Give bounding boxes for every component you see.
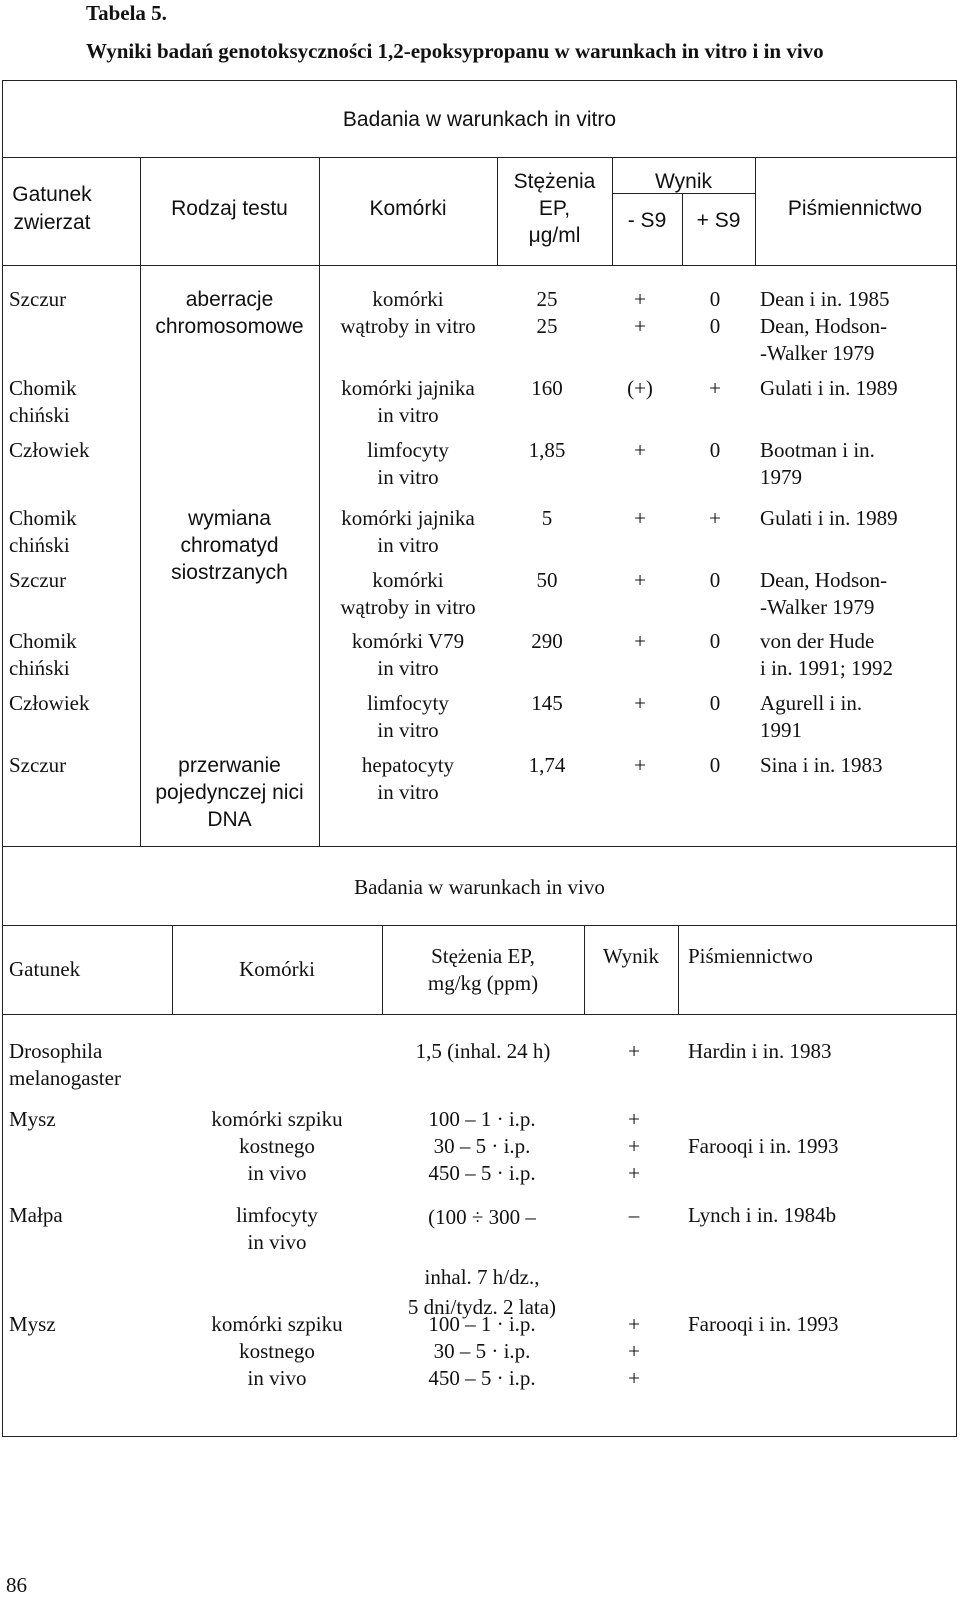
- invitro-row1-plus: 0 0: [709, 287, 721, 338]
- invitro-row6-plus: 0: [709, 629, 721, 653]
- invivo-header-cells: Komórki: [239, 957, 315, 981]
- invitro-section-title: Badania w warunkach in vitro: [342, 108, 617, 131]
- invitro-row2-conc: 160: [531, 376, 563, 400]
- invivo-row3-cells: limfocyty in vivo: [236, 1203, 318, 1254]
- invivo-row2-cells: komórki szpiku kostnego in vivo: [211, 1107, 343, 1185]
- invivo-row4-cells: komórki szpiku kostnego in vivo: [211, 1312, 343, 1390]
- invitro-row4-test: wymiana chromatyd siostrzanych: [171, 507, 288, 584]
- invitro-row8-plus: 0: [709, 753, 721, 777]
- rule-invivo-title: [2, 925, 957, 926]
- invitro-row5-conc: 50: [536, 568, 558, 592]
- header-species: Gatunek zwierzat: [12, 183, 92, 234]
- rule-invivo-header: [2, 1014, 957, 1015]
- invivo-row2-conc: 100 – 1 · i.p. 30 – 5 · i.p. 450 – 5 · i.p.: [428, 1107, 536, 1185]
- vrule-invitro-1: [140, 157, 141, 846]
- header-plus-s9: + S9: [696, 209, 741, 232]
- rule-invitro-title: [2, 157, 957, 158]
- invitro-row3-plus: 0: [709, 438, 721, 462]
- invitro-row8-ref: Sina i in. 1983: [760, 753, 883, 777]
- invitro-row5-plus: 0: [709, 568, 721, 592]
- invitro-row8-test: przerwanie pojedynczej nici DNA: [155, 754, 304, 831]
- invitro-row7-minus: +: [634, 691, 646, 715]
- invitro-row7-plus: 0: [709, 691, 721, 715]
- page-number: 86: [6, 1573, 27, 1597]
- invitro-row4-minus: +: [634, 506, 646, 530]
- rule-invitro-header: [2, 265, 957, 266]
- invivo-row1-result: +: [628, 1039, 640, 1063]
- invitro-row1-conc: 25 25: [536, 287, 558, 338]
- invivo-row1-conc: 1,5 (inhal. 24 h): [415, 1039, 551, 1063]
- invitro-row3-conc: 1,85: [528, 438, 566, 462]
- invitro-row2-plus: +: [709, 376, 721, 400]
- invitro-row3-minus: +: [634, 438, 646, 462]
- invivo-row1-species: Drosophila melanogaster: [9, 1039, 121, 1090]
- header-minus-s9: - S9: [627, 209, 667, 232]
- invitro-row2-minus: (+): [627, 376, 653, 400]
- invivo-row3-conc: (100 ÷ 300 – inhal. 7 h/dz., 5 dni/tydz. 2 lata): [407, 1205, 557, 1319]
- table-label: Tabela 5.: [86, 1, 167, 25]
- invitro-row3-cells: limfocyty in vitro: [367, 438, 449, 489]
- invitro-row6-minus: +: [634, 629, 646, 653]
- invitro-row1-ref: Dean i in. 1985 Dean, Hodson- -Walker 1979: [760, 287, 890, 365]
- invitro-row6-species: Chomik chiński: [9, 629, 77, 680]
- invivo-row2-result: + + +: [628, 1107, 640, 1185]
- invivo-row2-species: Mysz: [9, 1107, 56, 1131]
- invitro-row4-cells: komórki jajnika in vitro: [341, 506, 475, 557]
- invitro-row4-conc: 5: [541, 506, 553, 530]
- invitro-row7-conc: 145: [531, 691, 563, 715]
- invitro-row4-ref: Gulati i in. 1989: [760, 506, 898, 530]
- invitro-row5-cells: komórki wątroby in vitro: [340, 568, 476, 619]
- header-test: Rodzaj testu: [171, 197, 288, 220]
- invitro-row5-ref: Dean, Hodson- -Walker 1979: [760, 568, 888, 619]
- invitro-row8-conc: 1,74: [528, 753, 566, 777]
- invivo-row1-ref: Hardin i in. 1983: [688, 1039, 832, 1063]
- invitro-row1-species: Szczur: [9, 287, 67, 311]
- invivo-row3-ref: Lynch i in. 1984b: [688, 1203, 837, 1227]
- invivo-row4-result: + + +: [628, 1312, 640, 1390]
- header-refs: Piśmiennictwo: [787, 197, 923, 220]
- invitro-row8-cells: hepatocyty in vitro: [361, 753, 455, 804]
- invivo-section-title: Badania w warunkach in vivo: [354, 875, 605, 899]
- invitro-row7-ref: Agurell i in. 1991: [760, 691, 863, 742]
- invivo-header-result: Wynik: [603, 944, 659, 968]
- invivo-row3-species: Małpa: [9, 1203, 63, 1227]
- invivo-row4-conc: 100 – 1 · i.p. 30 – 5 · i.p. 450 – 5 · i.p.: [428, 1312, 536, 1390]
- invitro-row3-species: Człowiek: [9, 438, 90, 462]
- invitro-row1-test: aberracje chromosomowe: [155, 288, 304, 338]
- invitro-row2-species: Chomik chiński: [9, 376, 77, 427]
- invitro-row6-cells: komórki V79 in vitro: [351, 629, 465, 680]
- invivo-row3-result: –: [628, 1203, 640, 1227]
- vrule-invivo-4: [678, 925, 679, 1014]
- invitro-row6-conc: 290: [531, 629, 563, 653]
- invitro-row1-minus: + +: [634, 287, 646, 338]
- invitro-row7-cells: limfocyty in vitro: [367, 691, 449, 742]
- header-conc: Stężenia EP, μg/ml: [513, 170, 596, 247]
- invitro-row1-cells: komórki wątroby in vitro: [340, 287, 476, 338]
- invitro-row7-species: Człowiek: [9, 691, 90, 715]
- invivo-header-conc: Stężenia EP, mg/kg (ppm): [427, 944, 539, 995]
- invitro-row2-cells: komórki jajnika in vitro: [341, 376, 475, 427]
- invivo-row4-species: Mysz: [9, 1312, 56, 1336]
- invitro-row4-species: Chomik chiński: [9, 506, 77, 557]
- invitro-row3-ref: Bootman i in. 1979: [760, 438, 875, 489]
- invitro-row6-ref: von der Hude i in. 1991; 1992: [760, 629, 894, 680]
- invitro-row8-species: Szczur: [9, 753, 67, 777]
- invitro-row8-minus: +: [634, 753, 646, 777]
- invitro-row4-plus: +: [709, 506, 721, 530]
- header-result: Wynik: [655, 170, 712, 193]
- invitro-row2-ref: Gulati i in. 1989: [760, 376, 898, 400]
- table-title: Wyniki badań genotoksyczności 1,2-epoksypropanu w warunkach in vitro i in vivo: [86, 39, 824, 63]
- invivo-header-species: Gatunek: [9, 957, 81, 981]
- header-cells: Komórki: [369, 197, 447, 220]
- invivo-row4-ref: Farooqi i in. 1993: [688, 1312, 839, 1336]
- invivo-header-refs: Piśmiennictwo: [688, 944, 813, 968]
- invitro-row5-minus: +: [634, 568, 646, 592]
- rule-invitro-end: [2, 846, 957, 847]
- invivo-row2-ref: Farooqi i in. 1993: [688, 1134, 839, 1158]
- invitro-row5-species: Szczur: [9, 568, 67, 592]
